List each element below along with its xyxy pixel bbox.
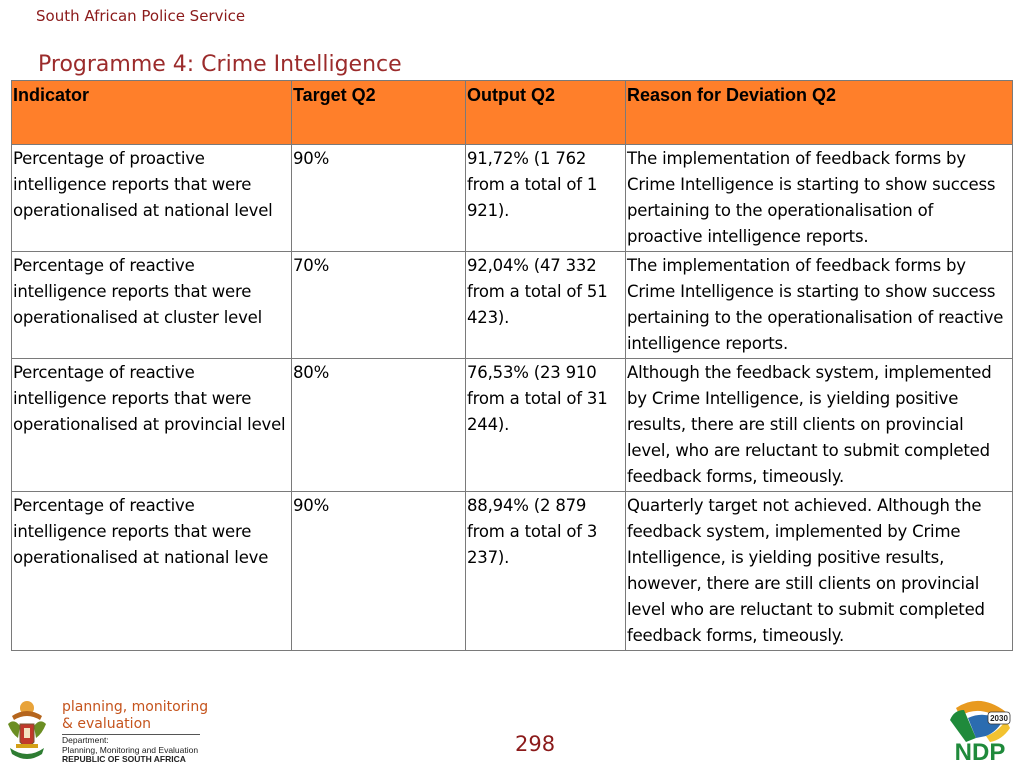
reason-cell: Quarterly target not achieved. Although the feedback system, implemented by Crime Intelligence, is yielding positive results, however, there are still clients on provincial level who are reluctant to submit completed feedback forms, timeously. — [626, 492, 1013, 651]
reason-cell: The implementation of feedback forms by Crime Intelligence is starting to show success pertaining to the operationalisation of proactive intelligence reports. — [626, 145, 1013, 252]
organisation-name: South African Police Service — [36, 7, 246, 25]
reason-cell: Although the feedback system, implemented by Crime Intelligence, is yielding positive results, there are still clients on provincial level, who are reluctant to submit completed feedback forms, timeously. — [626, 359, 1013, 492]
ndp-year-label: 2030 — [990, 714, 1008, 723]
target-cell: 80% — [292, 359, 466, 492]
indicator-cell: Percentage of reactive intelligence reports that were operationalised at national leve — [12, 492, 292, 651]
indicator-table — [11, 80, 1013, 651]
output-cell: 88,94% (2 879 from a total of 3 237). — [466, 492, 626, 651]
logo-line-2: & evaluation — [62, 716, 152, 732]
table-row — [12, 145, 1013, 252]
column-header-target: Target Q2 — [292, 81, 466, 145]
output-cell: 91,72% (1 762 from a total of 1 921). — [466, 145, 626, 252]
column-header-output: Output Q2 — [466, 81, 626, 145]
table-row — [12, 359, 1013, 492]
reason-cell: The implementation of feedback forms by Crime Intelligence is starting to show success pertaining to the operationalisation of reactive intelligence reports. — [626, 252, 1013, 359]
coat-of-arms-icon — [4, 698, 50, 764]
output-cell: 76,53% (23 910 from a total of 31 244). — [466, 359, 626, 492]
output-cell: 92,04% (47 332 from a total of 51 423). — [466, 252, 626, 359]
dpme-logo-text — [62, 699, 208, 733]
indicator-cell: Percentage of proactive intelligence reports that were operationalised at national level — [12, 145, 292, 252]
page-number: 298 — [515, 732, 556, 756]
target-cell: 90% — [292, 145, 466, 252]
department-text — [62, 736, 198, 765]
indicator-cell: Percentage of reactive intelligence reports that were operationalised at cluster level — [12, 252, 292, 359]
target-cell: 90% — [292, 492, 466, 651]
ndp-label: NDP — [954, 739, 1006, 764]
target-cell: 70% — [292, 252, 466, 359]
table-row — [12, 492, 1013, 651]
table-row — [12, 252, 1013, 359]
dpme-logo — [4, 698, 209, 766]
indicator-cell: Percentage of reactive intelligence reports that were operationalised at provincial level — [12, 359, 292, 492]
ndp-2030-logo-icon — [946, 698, 1014, 764]
table-header-row — [12, 81, 1013, 145]
column-header-indicator: Indicator — [12, 81, 292, 145]
dept-line-3: REPUBLIC OF SOUTH AFRICA — [62, 754, 186, 764]
dept-line-2: Planning, Monitoring and Evaluation — [62, 744, 199, 755]
page-title: Programme 4: Crime Intelligence — [38, 52, 402, 77]
logo-line-1: planning, monitoring — [62, 699, 209, 715]
dept-line-1: Department: — [62, 735, 109, 745]
column-header-reason: Reason for Deviation Q2 — [626, 81, 1013, 145]
